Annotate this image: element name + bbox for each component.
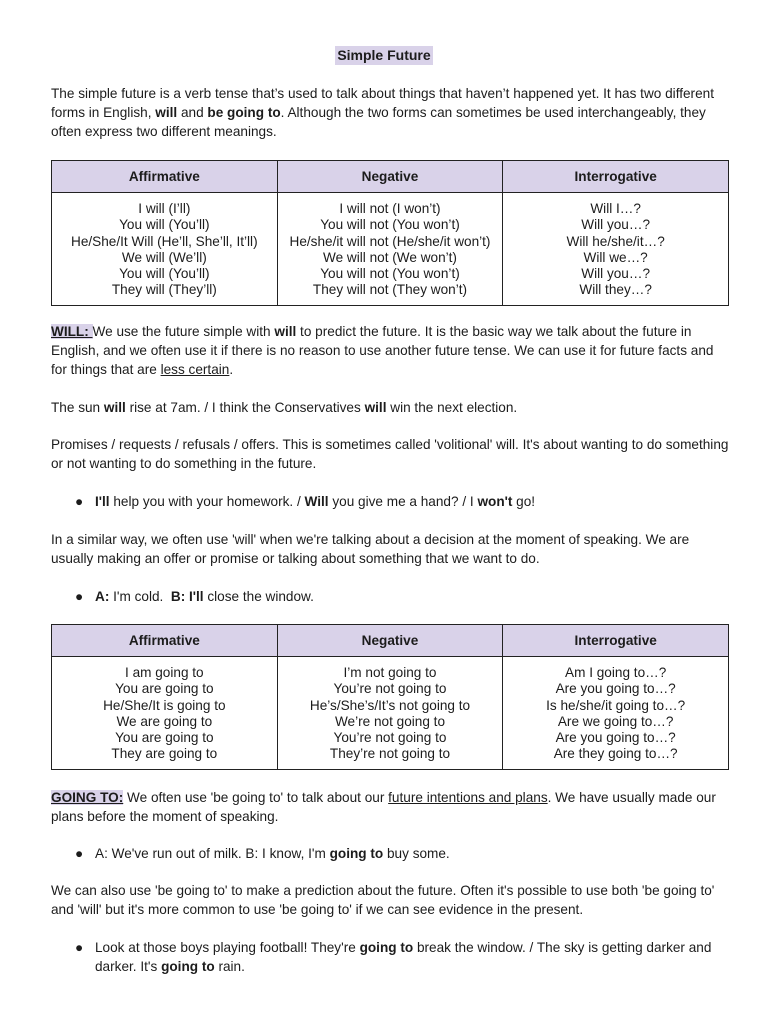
bullet4-text-2: break the window. / The sky is getting darker and darker. It's — [95, 940, 712, 975]
going-to-label: GOING TO: — [51, 790, 124, 805]
bullet-text — [95, 938, 735, 976]
header-affirmative: Affirmative — [52, 161, 278, 193]
cell-line: You will not (You won’t) — [320, 217, 460, 233]
bullet4-going-to-1: going to — [359, 940, 414, 955]
will-text-2: to predict the future. It is the basic way we talk about the future in English, and we often use it if there is no reason to use another future tense. We can use it for future facts and for things that are — [51, 324, 714, 378]
cell-line: You’re not going to — [333, 681, 447, 697]
cell-line: He/She/It is going to — [103, 697, 226, 713]
bullet1-text-3: go! — [512, 494, 536, 509]
prediction-paragraph: We can also use 'be going to' to make a prediction about the future. Often it's possible to use both 'be going to' and 'will' but it's more common to use 'be going to' if we can see evidence in the present. — [51, 883, 715, 918]
cell-line: They will not (They won’t) — [312, 282, 468, 298]
bullet3-going-to: going to — [329, 846, 384, 861]
bullet4-text-1: Look at those boys playing football! They're — [95, 940, 360, 955]
going-text-2: . We have usually made our plans before the moment of speaking. — [51, 790, 716, 825]
cell-line: We will not (We won’t) — [323, 249, 457, 265]
intro-paragraph — [51, 84, 731, 142]
intro-text-1: The simple future is a verb tense that’s used to talk about things that haven’t happened yet. It has two different forms in English, — [51, 86, 714, 121]
affirmative-cell — [52, 657, 278, 770]
title-container — [0, 46, 768, 65]
bullet2-text-1: I'm cold. — [109, 589, 171, 604]
going-to-conjugation-table — [51, 624, 729, 770]
going-text-1: We often use 'be going to' to talk about our — [123, 790, 389, 805]
table-row — [52, 193, 729, 306]
cell-line: Are you going to…? — [555, 730, 676, 746]
sun-sentence — [51, 398, 731, 417]
will-text-3: . — [229, 362, 234, 378]
bullet-icon: ● — [75, 494, 84, 509]
interrogative-cell — [503, 193, 729, 306]
header-negative: Negative — [277, 625, 503, 657]
cell-line: Am I going to…? — [565, 665, 667, 680]
sun-will-2: will — [364, 400, 387, 415]
header-negative: Negative — [277, 161, 503, 193]
cell-line: Will I…? — [590, 201, 641, 216]
will-conjugation-table — [51, 160, 729, 306]
intro-text-2: . Although the two forms can sometimes be used interchangeably, they often express two different meanings. — [51, 105, 706, 140]
cell-line: Will he/she/it…? — [566, 233, 665, 249]
page-title: Simple Future — [337, 47, 431, 63]
cell-line: I will not (I won’t) — [339, 201, 441, 216]
bullet2-a: A: — [95, 589, 110, 604]
plans-underlined: future intentions and plans — [388, 790, 548, 805]
bullet2-text-2: close the window. — [203, 589, 314, 604]
will-bold: will — [274, 324, 297, 339]
cell-line: We’re not going to — [334, 713, 446, 729]
cell-line: Will they…? — [579, 282, 652, 298]
bullet-text — [95, 492, 735, 511]
sun-will-1: will — [103, 400, 126, 415]
will-text-1: We use the future simple with — [92, 324, 275, 339]
affirmative-cell — [52, 193, 278, 306]
cell-line: He’s/She’s/It’s not going to — [309, 697, 471, 713]
cell-line: They are going to — [111, 746, 218, 762]
header-interrogative: Interrogative — [503, 625, 729, 657]
intro-text-and: and — [177, 105, 208, 121]
cell-line: You are going to — [115, 730, 214, 746]
cell-line: Are they going to…? — [553, 746, 678, 762]
table-header-row — [52, 625, 729, 657]
bullet1-ill: I'll — [95, 494, 110, 509]
bullet2-b: B: I'll — [170, 589, 204, 604]
bullet-text — [95, 587, 735, 606]
table-row — [52, 657, 729, 770]
negative-cell — [277, 657, 503, 770]
cell-line: Is he/she/it going to…? — [546, 697, 686, 713]
negative-cell — [277, 193, 503, 306]
cell-line: Will you…? — [581, 217, 651, 233]
going-to-paragraph — [51, 788, 731, 826]
header-affirmative: Affirmative — [52, 625, 278, 657]
cell-line: You will (You’ll) — [119, 217, 210, 233]
bullet-icon: ● — [75, 589, 84, 604]
will-label: WILL: — [51, 324, 93, 339]
bullet3-text-2: buy some. — [383, 846, 450, 861]
cell-line: You will not (You won’t) — [320, 266, 460, 282]
cell-line: You’re not going to — [333, 730, 447, 746]
bullet4-text-3: rain. — [214, 959, 245, 975]
intro-will: will — [155, 105, 178, 121]
similar-way-paragraph: In a similar way, we often use 'will' when we're talking about a decision at the moment of speaking. We are usually making an offer or promise or talking about something that we want to do. — [51, 532, 690, 567]
intro-be-going-to: be going to — [207, 105, 281, 121]
cell-line: Will you…? — [581, 266, 651, 282]
cell-line: They will (They’ll) — [111, 282, 217, 298]
cell-line: Will we…? — [583, 249, 648, 265]
bullet4-going-to-2: going to — [161, 959, 215, 975]
will-paragraph — [51, 322, 731, 380]
less-certain-underlined: less certain — [160, 362, 230, 378]
cell-line: Are we going to…? — [557, 713, 674, 729]
cell-line: He/she/it will not (He/she/it won’t) — [289, 233, 491, 249]
sun-text-2: rise at 7am. / I think the Conservatives — [125, 400, 365, 415]
sun-text-1: The sun — [51, 400, 104, 415]
cell-line: We will (We’ll) — [121, 249, 207, 265]
bullet-text — [95, 844, 735, 863]
bullet1-text-1: help you with your homework. / — [109, 494, 305, 509]
cell-line: I will (I’ll) — [138, 201, 191, 216]
promises-paragraph: Promises / requests / refusals / offers. This is sometimes called 'volitional' will. It's about wanting to do something or not wanting to do something in the future. — [51, 437, 729, 472]
cell-line: Are you going to…? — [555, 681, 676, 697]
bullet1-will: Will — [304, 494, 329, 509]
bullet3-text-1: A: We've run out of milk. B: I know, I'm — [95, 846, 330, 861]
bullet-icon: ● — [75, 940, 84, 955]
cell-line: I’m not going to — [343, 665, 437, 680]
bullet1-wont: won't — [477, 494, 513, 509]
cell-line: I am going to — [125, 665, 204, 680]
interrogative-cell — [503, 657, 729, 770]
table-header-row — [52, 161, 729, 193]
bullet-icon: ● — [75, 846, 84, 861]
cell-line: You will (You’ll) — [119, 266, 210, 282]
cell-line: They’re not going to — [329, 746, 451, 762]
cell-line: He/She/It Will (He’ll, She’ll, It’ll) — [71, 233, 258, 249]
header-interrogative: Interrogative — [503, 161, 729, 193]
cell-line: We are going to — [116, 713, 213, 729]
sun-text-3: win the next election. — [386, 400, 518, 415]
cell-line: You are going to — [115, 681, 214, 697]
bullet1-text-2: you give me a hand? / I — [328, 494, 478, 509]
